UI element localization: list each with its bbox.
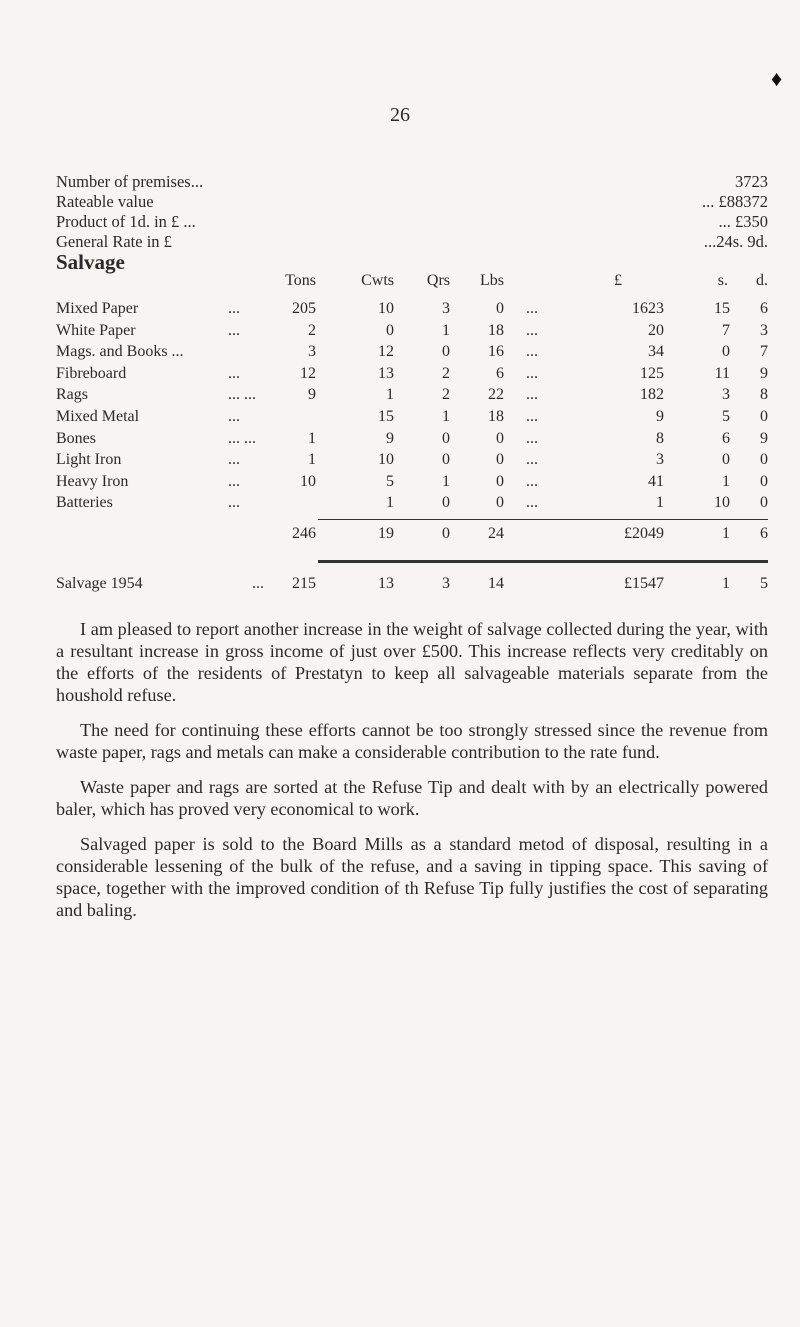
cell-s: 1 bbox=[722, 472, 730, 490]
cell-cwts: 5 bbox=[386, 472, 394, 490]
cell-qrs: 0 bbox=[442, 343, 450, 361]
cell-lbs: 0 bbox=[496, 300, 504, 317]
cell-qrs: 1 bbox=[442, 472, 450, 490]
stat-row bbox=[56, 172, 768, 192]
cell-cwts: 1 bbox=[386, 386, 394, 404]
cell-lbs: 16 bbox=[488, 343, 504, 361]
cell-lbs: 18 bbox=[488, 408, 504, 425]
cell-d: 9 bbox=[760, 429, 768, 447]
previous-name: Salvage 1954 bbox=[56, 575, 143, 592]
cell-lbs: 0 bbox=[496, 429, 504, 447]
cell-cwts: 1 bbox=[386, 494, 394, 512]
stat-row bbox=[56, 232, 768, 252]
stat-label: Product of 1d. in £ ... bbox=[56, 212, 196, 231]
table-row bbox=[56, 300, 768, 322]
cell-l: 41 bbox=[648, 472, 664, 490]
leader-dots: ... bbox=[228, 472, 240, 490]
stat-value: 3723 bbox=[735, 172, 768, 191]
total-pence: 6 bbox=[760, 525, 768, 542]
cell-l: 34 bbox=[648, 343, 664, 361]
cell-tons: 9 bbox=[308, 386, 316, 404]
stat-label: Number of premises... bbox=[56, 172, 204, 191]
cell-d: 3 bbox=[760, 321, 768, 339]
leader-dots: ... ... bbox=[228, 386, 256, 404]
material-name: Bones bbox=[56, 429, 96, 447]
salvage-header-row bbox=[56, 272, 768, 294]
cell-tons: 205 bbox=[292, 300, 316, 317]
stat-label: Rateable value bbox=[56, 192, 154, 211]
stat-row bbox=[56, 212, 768, 232]
corner-mark: ♦ bbox=[771, 66, 783, 91]
cell-qrs: 0 bbox=[442, 494, 450, 512]
material-name: White Paper bbox=[56, 321, 136, 339]
cell-s: 5 bbox=[722, 408, 730, 425]
paragraph: Waste paper and rags are sorted at the Refuse Tip and dealt with by an electrically powered baler, which has proved very economical to work. bbox=[56, 777, 768, 819]
table-row bbox=[56, 494, 768, 516]
cell-cwts: 15 bbox=[378, 408, 394, 425]
leader-dots: ... bbox=[526, 472, 538, 490]
leader-dots: ... bbox=[526, 408, 538, 425]
cell-cwts: 10 bbox=[378, 300, 394, 317]
paragraph: The need for continuing these efforts cannot be too strongly stressed since the revenue from waste paper, rags and metals can make a considerable contribution to the rate fund. bbox=[56, 720, 768, 762]
table-row bbox=[56, 386, 768, 408]
leader-dots: ... bbox=[526, 494, 538, 512]
previous-qrs: 3 bbox=[442, 575, 450, 592]
cell-cwts: 9 bbox=[386, 429, 394, 447]
cell-cwts: 13 bbox=[378, 364, 394, 382]
cell-tons: 3 bbox=[308, 343, 316, 361]
table-row bbox=[56, 451, 768, 473]
total-qrs: 0 bbox=[442, 525, 450, 542]
material-name: Mags. and Books ... bbox=[56, 343, 184, 361]
table-row bbox=[56, 322, 768, 344]
salvage-previous-row bbox=[56, 575, 768, 597]
double-rule bbox=[318, 560, 768, 563]
cell-l: 125 bbox=[640, 364, 664, 382]
cell-cwts: 10 bbox=[378, 451, 394, 469]
cell-s: 0 bbox=[722, 451, 730, 469]
cell-lbs: 6 bbox=[496, 364, 504, 382]
stat-value: ... £350 bbox=[718, 212, 768, 231]
leader-dots: ... bbox=[526, 321, 538, 339]
cell-s: 0 bbox=[722, 343, 730, 361]
leader-dots: ... bbox=[228, 364, 240, 382]
leader-dots: ... ... bbox=[228, 429, 256, 447]
total-shillings: 1 bbox=[722, 525, 730, 542]
cell-d: 0 bbox=[760, 472, 768, 490]
previous-pence: 5 bbox=[760, 575, 768, 592]
cell-s: 11 bbox=[714, 364, 730, 382]
cell-l: 8 bbox=[656, 429, 664, 447]
previous-cwts: 13 bbox=[378, 575, 394, 592]
table-row bbox=[56, 408, 768, 430]
cell-tons: 2 bbox=[308, 321, 316, 339]
stat-value: ... £88372 bbox=[702, 192, 768, 211]
total-tons: 246 bbox=[292, 525, 316, 542]
leader-dots: ... bbox=[526, 386, 538, 404]
cell-qrs: 1 bbox=[442, 321, 450, 339]
salvage-total-row bbox=[56, 525, 768, 547]
header-pounds: £ bbox=[614, 272, 622, 289]
leader-dots: ... bbox=[526, 300, 538, 317]
material-name: Batteries bbox=[56, 494, 113, 512]
leader-dots: ... bbox=[228, 321, 240, 339]
cell-l: 20 bbox=[648, 321, 664, 339]
leader-dots: ... bbox=[228, 300, 240, 317]
leader-dots: ... bbox=[228, 408, 240, 425]
cell-qrs: 1 bbox=[442, 408, 450, 425]
cell-qrs: 3 bbox=[442, 300, 450, 317]
cell-d: 0 bbox=[760, 451, 768, 469]
rate-statistics bbox=[56, 172, 768, 252]
total-pounds: £2049 bbox=[624, 525, 664, 542]
page-number: 26 bbox=[390, 104, 410, 126]
cell-qrs: 0 bbox=[442, 429, 450, 447]
header-qrs: Qrs bbox=[426, 272, 450, 289]
material-name: Fibreboard bbox=[56, 364, 127, 382]
cell-cwts: 0 bbox=[386, 321, 394, 339]
leader-dots: ... bbox=[228, 494, 240, 512]
table-row bbox=[56, 430, 768, 452]
cell-l: 182 bbox=[640, 386, 664, 404]
previous-pounds: £1547 bbox=[624, 575, 664, 592]
previous-lbs: 14 bbox=[488, 575, 504, 592]
material-name: Heavy Iron bbox=[56, 472, 129, 490]
previous-shillings: 1 bbox=[722, 575, 730, 592]
stat-row bbox=[56, 192, 768, 212]
cell-s: 10 bbox=[714, 494, 730, 512]
leader-dots: ... bbox=[526, 429, 538, 447]
total-rule bbox=[318, 519, 768, 520]
stat-value: ...24s. 9d. bbox=[703, 232, 768, 251]
total-lbs: 24 bbox=[488, 525, 504, 542]
cell-s: 3 bbox=[722, 386, 730, 404]
cell-l: 1623 bbox=[632, 300, 664, 317]
report-text bbox=[56, 618, 768, 934]
header-pence: d. bbox=[756, 272, 768, 289]
previous-dots: ... bbox=[252, 575, 264, 592]
cell-tons: 10 bbox=[300, 472, 316, 490]
cell-lbs: 0 bbox=[496, 494, 504, 512]
cell-tons: 1 bbox=[308, 451, 316, 469]
material-name: Light Iron bbox=[56, 451, 122, 469]
header-tons: Tons bbox=[285, 272, 316, 289]
cell-l: 1 bbox=[656, 494, 664, 512]
cell-lbs: 22 bbox=[488, 386, 504, 404]
cell-lbs: 0 bbox=[496, 472, 504, 490]
material-name: Mixed Metal bbox=[56, 408, 140, 425]
cell-d: 6 bbox=[760, 300, 768, 317]
paragraph: Salvaged paper is sold to the Board Mills as a standard metod of disposal, resulting in a considerable lessening of the bulk of the refuse, and a saving in tipping space. This saving of space, together with the improved condition of th Refuse Tip fully justifies the cost of separating and baling. bbox=[56, 834, 768, 920]
paragraph: I am pleased to report another increase in the weight of salvage collected during the year, with a resultant increase in gross income of just over £500. This increase reflects very creditably on the efforts of the residents of Prestatyn to keep all salvageable materials separate from the houshold refuse. bbox=[56, 619, 768, 705]
cell-l: 3 bbox=[656, 451, 664, 469]
header-shillings: s. bbox=[717, 272, 728, 289]
cell-lbs: 0 bbox=[496, 451, 504, 469]
cell-d: 7 bbox=[760, 343, 768, 361]
cell-tons: 1 bbox=[308, 429, 316, 447]
material-name: Rags bbox=[56, 386, 88, 404]
leader-dots: ... bbox=[228, 451, 240, 469]
cell-qrs: 2 bbox=[442, 364, 450, 382]
cell-qrs: 2 bbox=[442, 386, 450, 404]
stat-label: General Rate in £ bbox=[56, 232, 172, 251]
cell-cwts: 12 bbox=[378, 343, 394, 361]
cell-d: 0 bbox=[760, 494, 768, 512]
section-title: Salvage bbox=[56, 250, 125, 274]
leader-dots: ... bbox=[526, 364, 538, 382]
previous-tons: 215 bbox=[292, 575, 316, 592]
cell-s: 6 bbox=[722, 429, 730, 447]
cell-l: 9 bbox=[656, 408, 664, 425]
cell-d: 8 bbox=[760, 386, 768, 404]
cell-lbs: 18 bbox=[488, 321, 504, 339]
header-lbs: Lbs bbox=[480, 272, 504, 289]
table-row bbox=[56, 365, 768, 387]
total-cwts: 19 bbox=[378, 525, 394, 542]
cell-s: 15 bbox=[714, 300, 730, 317]
header-cwts: Cwts bbox=[361, 272, 394, 289]
table-row bbox=[56, 473, 768, 495]
cell-d: 9 bbox=[760, 364, 768, 382]
leader-dots: ... bbox=[526, 343, 538, 361]
cell-qrs: 0 bbox=[442, 451, 450, 469]
leader-dots: ... bbox=[526, 451, 538, 469]
table-row bbox=[56, 343, 768, 365]
cell-d: 0 bbox=[760, 408, 768, 425]
material-name: Mixed Paper bbox=[56, 300, 139, 317]
cell-s: 7 bbox=[722, 321, 730, 339]
cell-tons: 12 bbox=[300, 364, 316, 382]
